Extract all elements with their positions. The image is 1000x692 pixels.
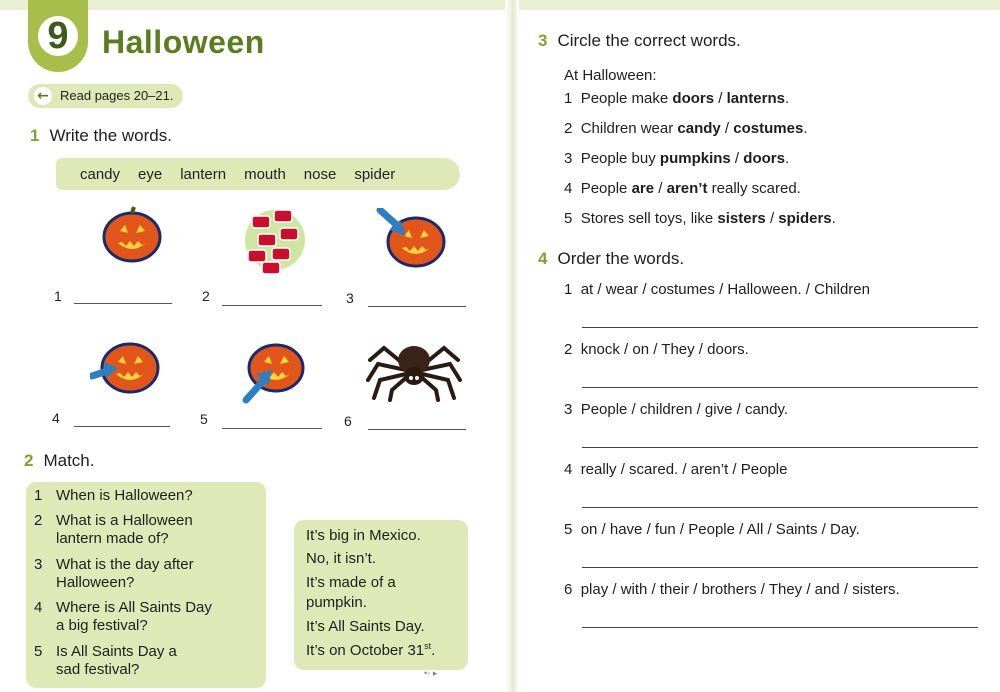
word-bank-item: nose <box>303 165 337 183</box>
item-number: 5 <box>200 411 208 427</box>
section-2-number: 2 <box>24 451 34 470</box>
pumpkin-image <box>100 205 164 265</box>
spider-image <box>366 336 462 402</box>
word-bank-item: mouth <box>244 165 286 183</box>
section-1-title: Write the words. <box>49 126 172 145</box>
word-bank-item: lantern <box>180 165 227 183</box>
section-4-heading <box>538 249 684 269</box>
match-question: 5 Is All Saints Day a sad festival? <box>34 643 177 678</box>
answer-line <box>222 428 322 429</box>
section-3-heading <box>538 31 741 51</box>
circle-item: 2 Children wear candy / costumes. <box>564 120 808 137</box>
answer-line[interactable] <box>582 627 978 628</box>
section-3-intro: At Halloween: <box>564 67 657 84</box>
match-question: 3 What is the day after Halloween? <box>34 556 194 591</box>
book-gutter <box>505 0 519 692</box>
page-mark: •◦ ▸ <box>424 668 438 678</box>
unit-number: 9 <box>34 12 82 60</box>
match-question: 2 What is a Halloween lantern made of? <box>34 512 193 547</box>
section-4-number: 4 <box>538 249 548 268</box>
order-item: 1 at / wear / costumes / Halloween. / Children <box>564 281 870 298</box>
circle-item: 3 People buy pumpkins / doors. <box>564 150 790 167</box>
item-number: 2 <box>202 288 210 304</box>
word-bank-item: spider <box>354 165 396 183</box>
match-answer: pumpkin. <box>306 594 367 611</box>
page-top-edge <box>0 0 1000 10</box>
pumpkin-eye-image <box>376 208 448 268</box>
order-item: 6 play / with / their / brothers / They / and / sisters. <box>564 581 900 598</box>
answer-line[interactable] <box>582 447 978 448</box>
order-item: 2 knock / on / They / doors. <box>564 341 749 358</box>
circle-item: 5 Stores sell toys, like sisters / spiders. <box>564 210 836 227</box>
section-2-heading <box>24 451 95 471</box>
circle-item: 4 People are / aren’t really scared. <box>564 180 801 197</box>
item-number: 6 <box>344 413 352 429</box>
arrow-left-icon: ← <box>34 87 52 105</box>
section-1-heading <box>30 126 172 146</box>
answer-line <box>222 305 322 306</box>
answer-line[interactable] <box>582 327 978 328</box>
answer-line[interactable] <box>582 387 978 388</box>
circle-item: 1 People make doors / lanterns. <box>564 90 790 107</box>
answer-line[interactable] <box>582 567 978 568</box>
unit-badge <box>28 0 88 72</box>
answer-line <box>368 429 466 430</box>
answer-line <box>74 303 172 304</box>
section-4-title: Order the words. <box>557 249 685 268</box>
section-3-number: 3 <box>538 31 548 50</box>
pumpkin-nose-image <box>240 340 306 404</box>
word-bank <box>56 158 460 190</box>
word-bank-item: candy <box>80 165 121 183</box>
order-item: 5 on / have / fun / People / All / Saints / Day. <box>564 521 860 538</box>
match-answer: No, it isn’t. <box>306 550 377 567</box>
match-answer: It’s big in Mexico. <box>306 527 421 544</box>
unit-title: Halloween <box>102 24 265 60</box>
match-answer: It’s on October 31st. <box>306 641 436 659</box>
word-bank-item: eye <box>138 165 163 183</box>
match-answer: It’s All Saints Day. <box>306 618 425 635</box>
section-3-title: Circle the correct words. <box>557 31 741 50</box>
answer-line <box>74 426 170 427</box>
answer-line <box>368 306 466 307</box>
answer-line[interactable] <box>582 507 978 508</box>
section-2-title: Match. <box>43 451 95 470</box>
candy-image <box>238 200 312 278</box>
order-item: 4 really / scared. / aren’t / People <box>564 461 788 478</box>
match-answer: It’s made of a <box>306 574 396 591</box>
match-question: 4 Where is All Saints Day a big festival? <box>34 599 212 634</box>
read-pages-label: Read pages 20–21. <box>60 88 174 103</box>
order-item: 3 People / children / give / candy. <box>564 401 789 418</box>
pumpkin-mouth-image <box>90 340 162 396</box>
item-number: 4 <box>52 410 60 426</box>
match-question: 1 When is Halloween? <box>34 487 193 504</box>
item-number: 1 <box>54 288 62 304</box>
item-number: 3 <box>346 290 354 306</box>
read-pages-tag <box>28 84 183 108</box>
section-1-number: 1 <box>30 126 40 145</box>
